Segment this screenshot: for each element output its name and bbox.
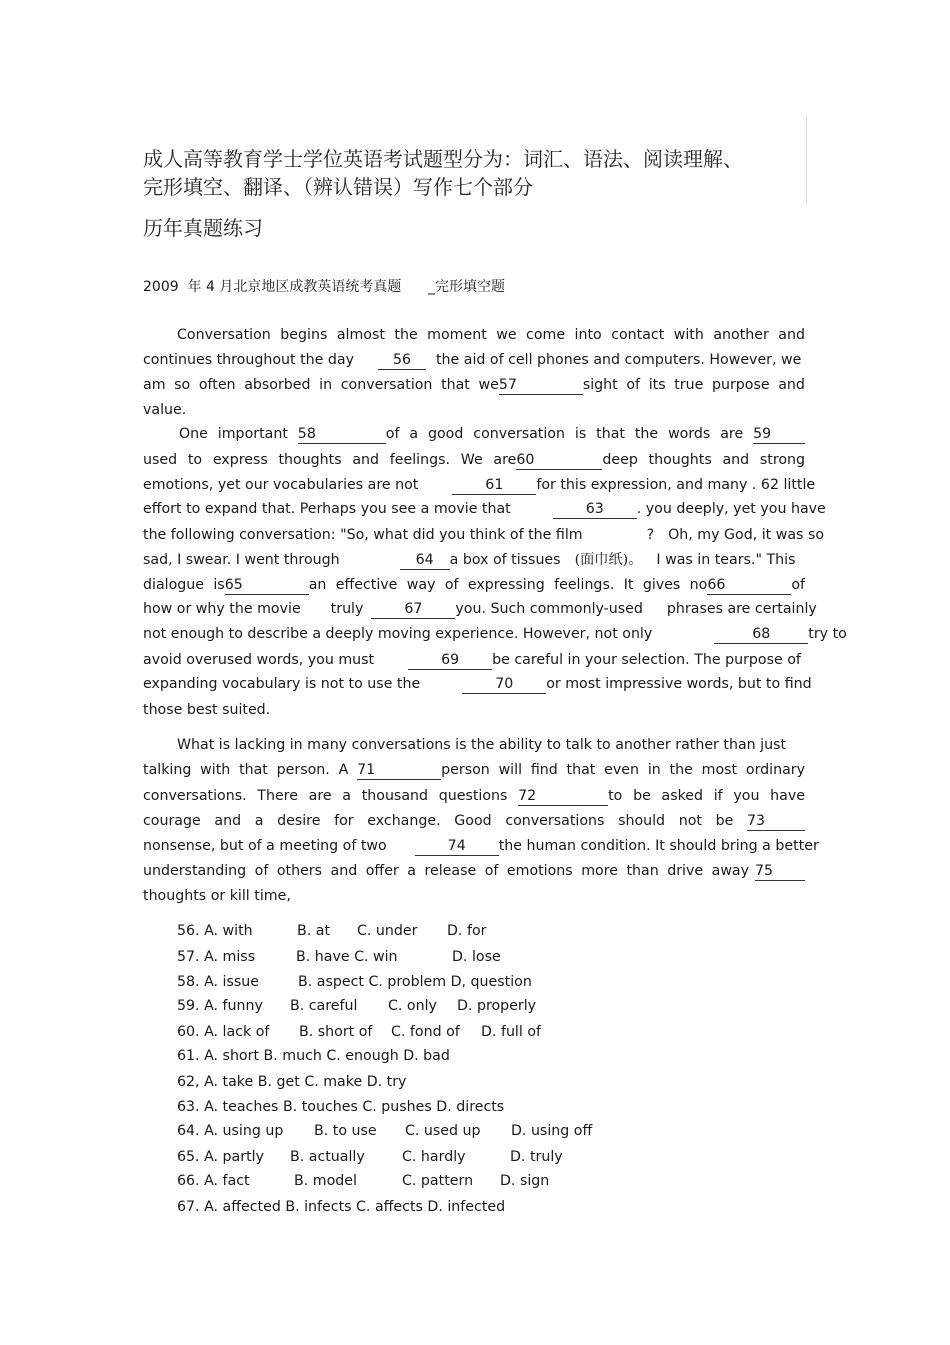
options-57: 57. A. miss B. have C. win D. lose	[177, 949, 501, 965]
options-56: 56. A. with B. at C. under D. for	[177, 923, 487, 939]
passage-line-20: courage and a desire for exchange. Good conversations should not be 73	[143, 811, 805, 831]
passage-line-18: talking with that person. A 71 person will find that even in the most ordinary	[143, 762, 806, 778]
doc-title-line-1: 成人高等教育学士学位英语考试题型分为：词汇、语法、阅读理解、	[143, 147, 743, 171]
options-65: 65. A. partly B. actually C. hardly D. truly	[177, 1149, 563, 1165]
passage-line-17: What is lacking in many conversations is the ability to talk to another rather than just	[177, 737, 787, 753]
passage-line-14: avoid overused words, you must 69 be careful in your selection. The purpose of	[143, 652, 801, 668]
passage-line-9: the following conversation: "So, what did you think of the film ? Oh, my God, it was so	[143, 527, 825, 543]
passage-line-5: One important 58 of a good conversation is that the words are 59	[143, 424, 805, 444]
passage-line-19: conversations. There are a thousand questions 72 to be asked if you have	[143, 788, 805, 804]
passage-line-11: dialogue is65 an effective way of expressing feelings. It gives no66 of	[143, 577, 806, 593]
blank-74: 74	[415, 838, 499, 856]
blank-68: 68	[714, 626, 808, 644]
blank-71: 71	[357, 762, 441, 780]
blank-70: 70	[462, 676, 546, 694]
passage-line-23: thoughts or kill time,	[143, 888, 291, 904]
options-59: 59. A. funny B. careful C. only D. properly	[177, 998, 537, 1014]
passage-line-1: Conversation begins almost the moment we come into contact with another and	[177, 327, 805, 343]
blank-69: 69	[408, 652, 492, 670]
options-63: 63. A. teaches B. touches C. pushes D. directs	[177, 1099, 505, 1115]
passage-line-22: understanding of others and offer a release of emotions more than drive away 75	[143, 861, 805, 881]
passage-line-12: how or why the movie truly 67 you. Such commonly-used phrases are certainly	[143, 601, 817, 617]
section-subtitle: 2009 年 4 月北京地区成教英语统考真题 _完形填空题	[143, 279, 506, 295]
passage-line-10: sad, I swear. I went through 64 a box of tissues (面巾纸)。 I was in tears." This	[143, 552, 796, 568]
passage-line-8: effort to expand that. Perhaps you see a movie that 63 . you deeply, yet you have	[143, 501, 826, 517]
blank-65: 65	[225, 577, 309, 595]
options-61: 61. A. short B. much C. enough D. bad	[177, 1048, 450, 1064]
blank-59: 59	[753, 426, 805, 444]
passage-line-16: those best suited.	[143, 702, 271, 718]
options-66: 66. A. fact B. model C. pattern D. sign	[177, 1173, 550, 1189]
passage-line-21: nonsense, but of a meeting of two 74 the human condition. It should bring a better	[143, 838, 819, 854]
blank-72: 72	[518, 788, 608, 806]
passage-line-13: not enough to describe a deeply moving experience. However, not only 68 try to	[143, 626, 847, 642]
passage-line-4: value.	[143, 402, 187, 418]
blank-58: 58	[298, 426, 386, 444]
blank-60: 60	[516, 452, 602, 470]
blank-67: 67	[371, 601, 455, 619]
margin-rule	[806, 117, 807, 203]
blank-63: 63	[553, 501, 637, 519]
options-60: 60. A. lack of B. short of C. fond of D. full of	[177, 1024, 541, 1040]
options-67: 67. A. affected B. infects C. affects D. infected	[177, 1199, 506, 1215]
blank-57: 57	[499, 377, 583, 395]
passage-line-2: continues throughout the day 56 the aid of cell phones and computers. However, we	[143, 352, 802, 368]
passage-line-15: expanding vocabulary is not to use the 70 or most impressive words, but to find	[143, 676, 812, 692]
blank-64: 64	[400, 552, 450, 570]
blank-66: 66	[707, 577, 791, 595]
blank-73: 73	[747, 813, 805, 831]
passage-line-7: emotions, yet our vocabularies are not 61 for this expression, and many . 62 little	[143, 477, 816, 493]
options-62: 62, A. take B. get C. make D. try	[177, 1074, 407, 1090]
options-64: 64. A. using up B. to use C. used up D. using off	[177, 1123, 593, 1139]
blank-75: 75	[755, 863, 805, 881]
passage-line-3: am so often absorbed in conversation that we57 sight of its true purpose and	[143, 377, 805, 393]
doc-title-line-3: 历年真题练习	[143, 216, 263, 240]
doc-title-line-2: 完形填空、翻译、（辨认错误）写作七个部分	[143, 175, 533, 199]
blank-61: 61	[452, 477, 536, 495]
options-58: 58. A. issue B. aspect C. problem D, question	[177, 974, 532, 990]
blank-56: 56	[378, 352, 426, 370]
passage-line-6: used to express thoughts and feelings. We are60 deep thoughts and strong	[143, 452, 806, 468]
